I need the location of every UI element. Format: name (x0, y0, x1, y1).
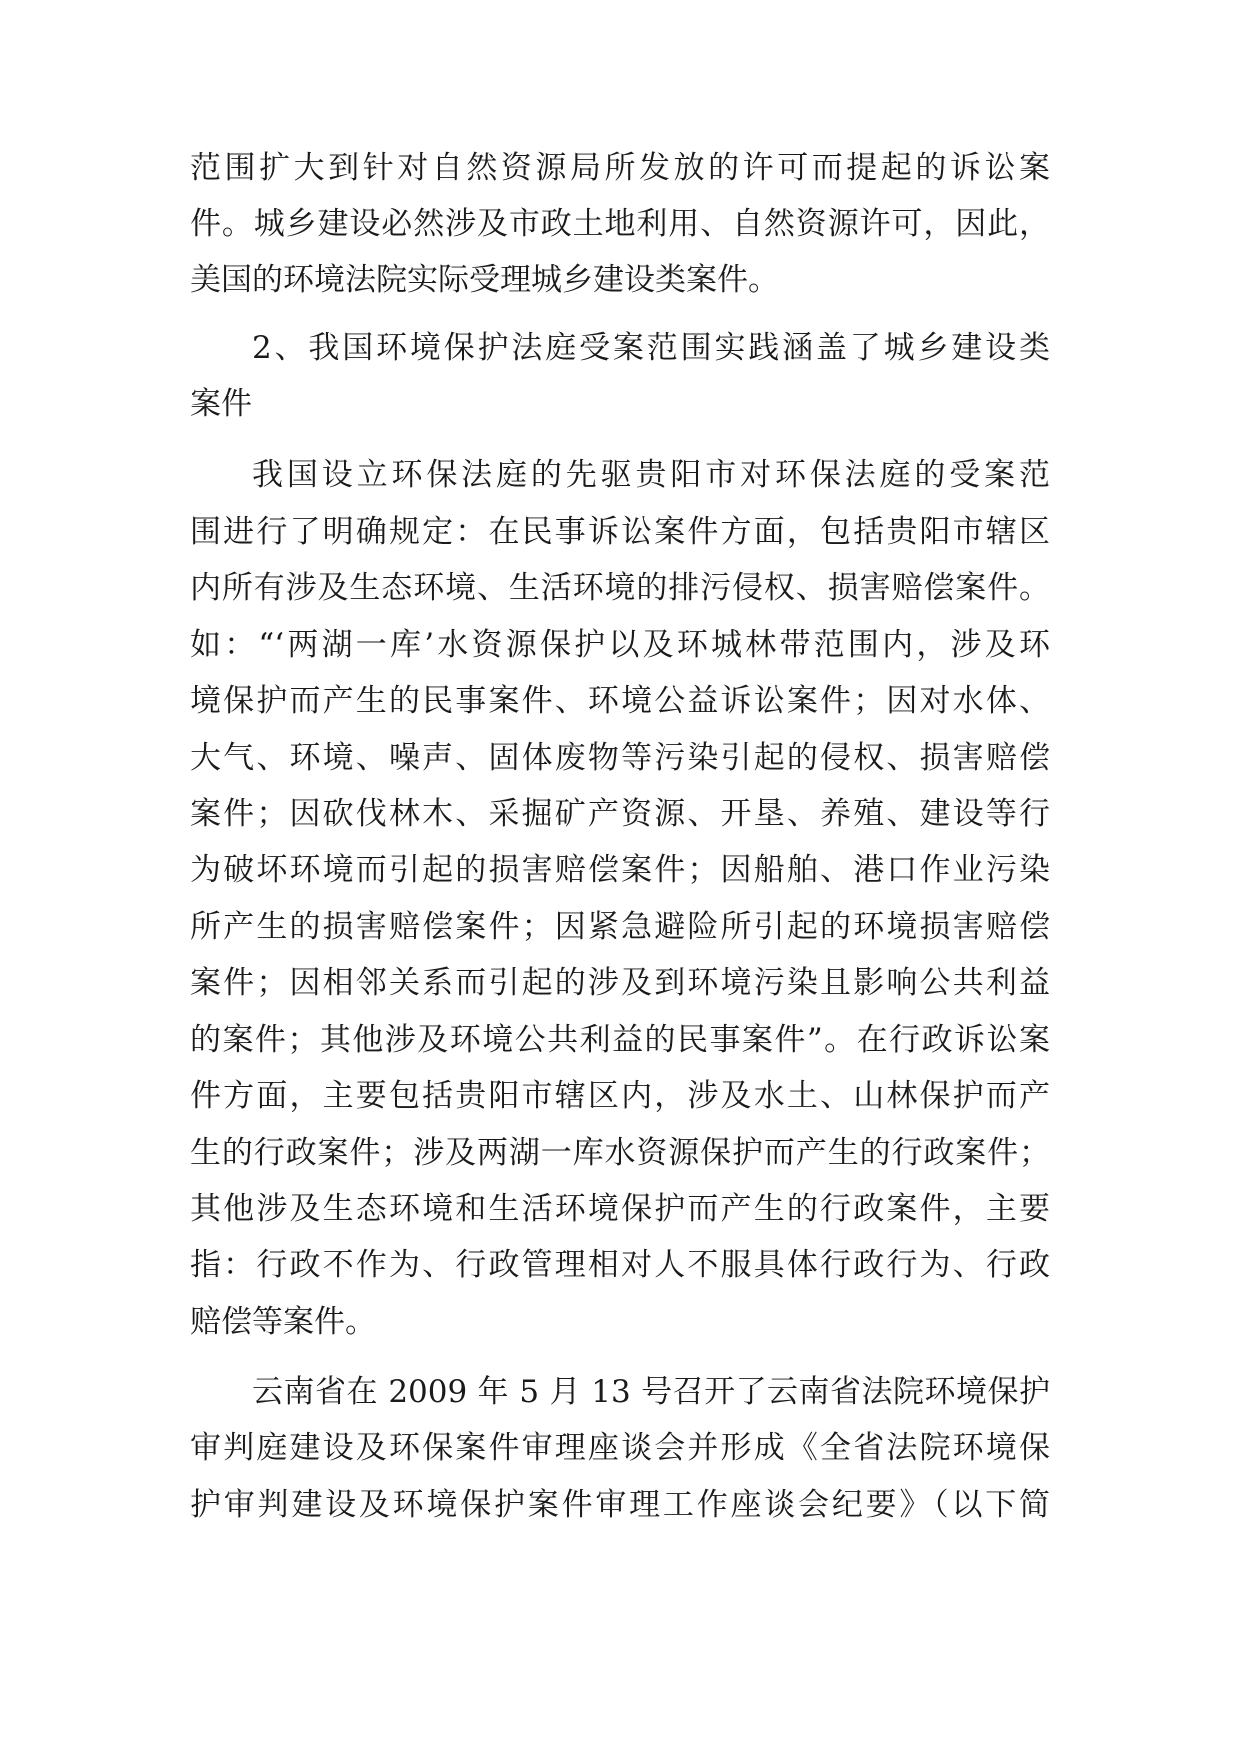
text-line-8: 内所有涉及生态环境、生活环境的排污侵权、损害赔偿案件。 (190, 570, 1050, 606)
text-line-18: 生的行政案件；涉及两湖一库水资源保护而产生的行政案件； (190, 1135, 1050, 1171)
text-line-14: 所产生的损害赔偿案件；因紧急避险所引起的环境损害赔偿 (190, 909, 1050, 945)
text-line-7: 围进行了明确规定：在民事诉讼案件方面，包括贵阳市辖区 (190, 514, 1050, 550)
section-heading-line-2: 案件 (190, 386, 252, 422)
text-line-9: 如：“‘两湖一库’水资源保护以及环城林带范围内，涉及环 (190, 627, 1050, 663)
text-line-22: 云南省在 2009 年 5 月 13 号召开了云南省法院环境保护 (252, 1374, 1050, 1410)
text-line-10: 境保护而产生的民事案件、环境公益诉讼案件；因对水体、 (190, 683, 1050, 719)
text-line-21: 赔偿等案件。 (190, 1304, 376, 1340)
text-line-20: 指：行政不作为、行政管理相对人不服具体行政行为、行政 (190, 1247, 1050, 1283)
text-line-19: 其他涉及生态环境和生活环境保护而产生的行政案件，主要 (190, 1191, 1050, 1227)
text-line-1: 范围扩大到针对自然资源局所发放的许可而提起的诉讼案 (190, 150, 1050, 186)
text-line-13: 为破坏环境而引起的损害赔偿案件；因船舶、港口作业污染 (190, 852, 1050, 888)
text-line-6: 我国设立环保法庭的先驱贵阳市对环保法庭的受案范 (252, 457, 1050, 493)
text-line-23: 审判庭建设及环保案件审理座谈会并形成《全省法院环境保 (190, 1430, 1050, 1466)
text-line-3: 美国的环境法院实际受理城乡建设类案件。 (190, 262, 779, 298)
text-line-24: 护审判建设及环境保护案件审理工作座谈会纪要》（以下简 (190, 1487, 1050, 1523)
text-line-11: 大气、环境、噪声、固体废物等污染引起的侵权、损害赔偿 (190, 740, 1050, 776)
text-line-2: 件。城乡建设必然涉及市政土地利用、自然资源许可，因此， (190, 206, 1050, 242)
text-line-16: 的案件；其他涉及环境公共利益的民事案件”。在行政诉讼案 (190, 1022, 1050, 1058)
text-line-12: 案件；因砍伐林木、采掘矿产资源、开垦、养殖、建设等行 (190, 796, 1050, 832)
text-line-17: 件方面，主要包括贵阳市辖区内，涉及水土、山林保护而产 (190, 1078, 1050, 1114)
text-line-15: 案件；因相邻关系而引起的涉及到环境污染且影响公共利益 (190, 965, 1050, 1001)
section-heading-line-1: 2、我国环境保护法庭受案范围实践涵盖了城乡建设类 (252, 330, 1050, 366)
